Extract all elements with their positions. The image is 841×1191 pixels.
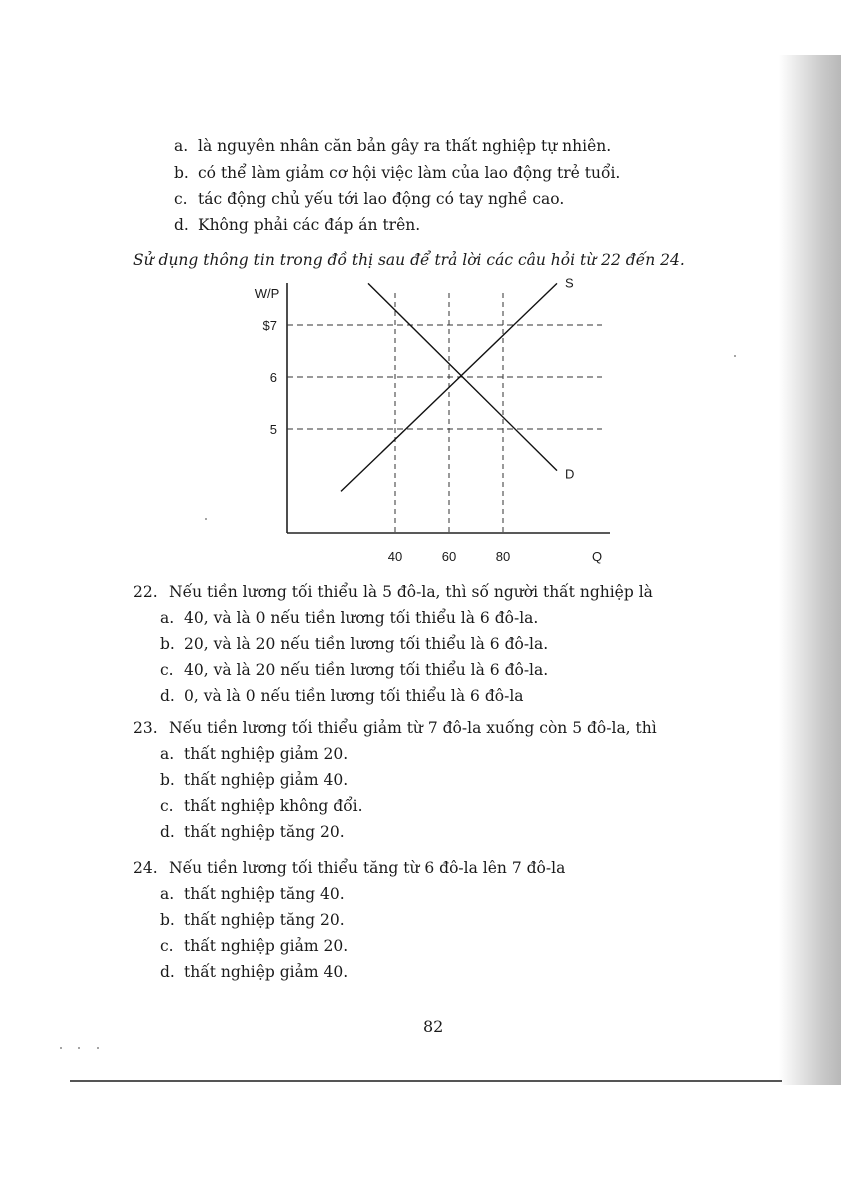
question-stem (133, 582, 653, 602)
x-tick-label-80: 80 (495, 549, 511, 564)
question-stem (133, 858, 565, 878)
question-number: 23. (133, 719, 158, 737)
labor-market-chart (240, 278, 620, 568)
y-tick-label-7: $7 (262, 318, 277, 333)
option-label: c. (160, 937, 174, 955)
option-a (160, 608, 538, 628)
question-text: Nếu tiền lương tối thiểu tăng từ 6 đô-la lên 7 đô-la (169, 859, 566, 877)
scan-speck (97, 1047, 99, 1049)
option-label: a. (160, 885, 175, 903)
option-label: c. (160, 661, 174, 679)
s-curve-label: S (565, 278, 574, 291)
option-text: có thể làm giảm cơ hội việc làm của lao động trẻ tuổi. (198, 164, 621, 182)
option-label: d. (160, 687, 175, 705)
option-c (160, 936, 348, 956)
option-text: Không phải các đáp án trên. (198, 216, 421, 234)
option-label: c. (174, 190, 188, 208)
option-text: thất nghiệp không đổi. (184, 797, 363, 815)
question-text: Nếu tiền lương tối thiểu là 5 đô-la, thì số người thất nghiệp là (169, 583, 653, 601)
option-text: là nguyên nhân căn bản gây ra thất nghiệp tự nhiên. (198, 137, 612, 155)
y-tick-label-5: 5 (269, 422, 277, 437)
option-label: a. (174, 137, 189, 155)
option-label: b. (160, 771, 175, 789)
option-text: 40, và là 20 nếu tiền lương tối thiểu là 6 đô-la. (184, 661, 549, 679)
option-text: thất nghiệp tăng 20. (184, 911, 345, 929)
chart-instructions: Sử dụng thông tin trong đồ thị sau để trả lời các câu hỏi từ 22 đến 24. (133, 251, 685, 269)
option-text: thất nghiệp giảm 40. (184, 963, 349, 981)
question-number: 22. (133, 583, 158, 601)
option-label: d. (160, 823, 175, 841)
option-b (160, 634, 548, 654)
option-label: d. (160, 963, 175, 981)
option-text: 20, và là 20 nếu tiền lương tối thiểu là 6 đô-la. (184, 635, 549, 653)
prev-option-c (174, 189, 564, 209)
option-text: thất nghiệp giảm 20. (184, 745, 349, 763)
option-c (160, 660, 548, 680)
option-label: a. (160, 609, 175, 627)
option-b (160, 770, 348, 790)
option-text: thất nghiệp tăng 40. (184, 885, 345, 903)
option-label: c. (160, 797, 174, 815)
scan-speck (78, 1047, 80, 1049)
option-a (160, 884, 345, 904)
d-curve-label: D (565, 466, 575, 482)
option-label: b. (160, 635, 175, 653)
option-c (160, 796, 363, 816)
option-text: 0, và là 0 nếu tiền lương tối thiểu là 6 đô-la (184, 687, 524, 705)
page-bottom-edge (70, 1080, 782, 1082)
prev-option-b (174, 163, 620, 183)
option-label: b. (160, 911, 175, 929)
x-tick-label-60: 60 (441, 549, 457, 564)
option-label: b. (174, 164, 189, 182)
x-axis-label: Q (591, 549, 603, 564)
question-stem (133, 718, 657, 738)
question-text: Nếu tiền lương tối thiểu giảm từ 7 đô-la xuống còn 5 đô-la, thì (169, 719, 657, 737)
page-edge-shadow (779, 55, 841, 1085)
y-axis-label: W/P (254, 286, 280, 301)
option-d (160, 822, 345, 842)
page-number: 82 (423, 1017, 444, 1036)
option-a (160, 744, 348, 764)
y-tick-label-6: 6 (269, 370, 277, 385)
option-text: thất nghiệp giảm 20. (184, 937, 349, 955)
option-label: a. (160, 745, 175, 763)
option-text: thất nghiệp giảm 40. (184, 771, 349, 789)
option-d (160, 962, 348, 982)
option-text: tác động chủ yếu tới lao động có tay nghề cao. (198, 190, 565, 208)
scan-speck (60, 1047, 62, 1049)
option-text: 40, và là 0 nếu tiền lương tối thiểu là 6 đô-la. (184, 609, 539, 627)
question-number: 24. (133, 859, 158, 877)
scan-speck (205, 518, 207, 520)
option-d (160, 686, 524, 706)
scan-speck (734, 355, 736, 357)
prev-option-a (174, 136, 611, 156)
option-label: d. (174, 216, 189, 234)
option-b (160, 910, 345, 930)
x-tick-label-40: 40 (387, 549, 403, 564)
prev-option-d (174, 215, 420, 235)
option-text: thất nghiệp tăng 20. (184, 823, 345, 841)
